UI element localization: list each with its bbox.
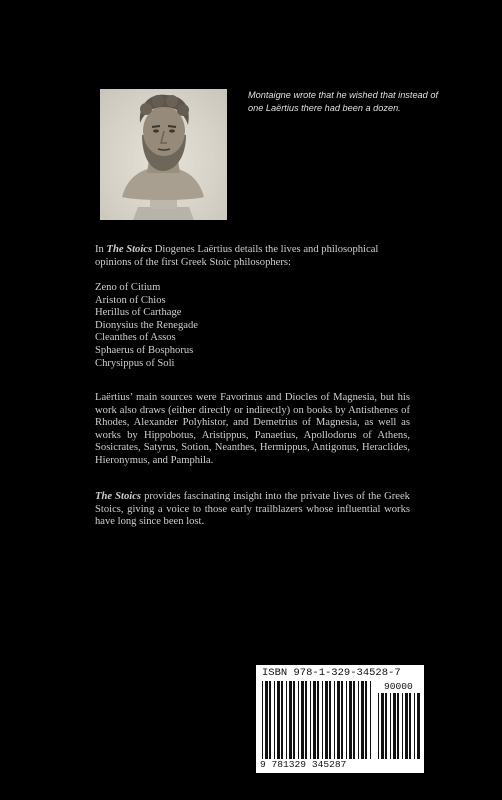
epigraph-quote: Montaigne wrote that he wished that instead of one Laërtius there had been a dozen.	[248, 90, 438, 113]
closing-text: provides fascinating insight into the private lives of the Greek Stoics, giving a voice to those early trailblazers whose influential works have long since been lost.	[95, 491, 410, 528]
barcode-bar	[378, 693, 379, 759]
barcode-bar	[353, 681, 355, 759]
philosopher-item: Chrysippus of Soli	[95, 357, 175, 369]
price-code: 90000	[384, 681, 413, 692]
barcode-bar	[341, 681, 343, 759]
intro-prefix: In	[95, 244, 107, 255]
ean-barcode-bars	[262, 681, 374, 759]
barcode-bar	[286, 681, 287, 759]
closing-paragraph	[95, 491, 410, 529]
barcode-bar	[325, 681, 328, 759]
barcode-bar	[414, 693, 415, 759]
philosopher-list-wrapper	[95, 282, 410, 370]
barcode-bar	[269, 681, 271, 759]
barcode-bar	[289, 681, 292, 759]
philosopher-list	[95, 282, 410, 370]
philosopher-item: Ariston of Chios	[95, 294, 166, 306]
barcode-bar	[274, 681, 275, 759]
isbn-barcode	[256, 665, 424, 773]
barcode-bar	[298, 681, 299, 759]
philosopher-item: Herillus of Carthage	[95, 307, 182, 319]
barcode-bar	[390, 693, 391, 759]
philosopher-item: Cleanthes of Assos	[95, 332, 176, 344]
barcode-bar	[337, 681, 340, 759]
barcode-bar	[361, 681, 364, 759]
barcode-bar	[358, 681, 359, 759]
barcode-bar	[405, 693, 408, 759]
barcode-bar	[397, 693, 399, 759]
barcode-bar	[277, 681, 280, 759]
barcode-bar	[385, 693, 387, 759]
barcode-bar	[393, 693, 396, 759]
barcode-bar	[349, 681, 352, 759]
intro-book-title: The Stoics	[106, 244, 153, 255]
barcode-bar	[262, 681, 263, 759]
barcode-bar	[313, 681, 316, 759]
isbn-label: ISBN 978-1-329-34528-7	[262, 667, 401, 679]
barcode-bar	[417, 693, 420, 759]
barcode-bar	[334, 681, 335, 759]
barcode-bar	[317, 681, 319, 759]
intro-paragraph	[95, 244, 410, 269]
barcode-bar	[329, 681, 331, 759]
barcode-bar	[402, 693, 403, 759]
philosopher-item: Dionysius the Renegade	[95, 319, 198, 331]
barcode-bar	[305, 681, 307, 759]
barcode-bar	[281, 681, 283, 759]
bust-photo	[100, 89, 227, 220]
barcode-bar	[346, 681, 347, 759]
barcode-bar	[370, 681, 371, 759]
sources-paragraph: Laërtius’ main sources were Favorinus and Diocles of Magnesia, but his work also draws (either directly or indirectly) on books by Antisthenes of Rhodes, Alexander Polyhistor, and Demetrius of Magnesia, as well as works by Hippobotus, Aristippus, Panaetius, Apollodorus of Athens, Sosicrates, Satyrus, Sotion, Neanthes, Hermippus, Antigonus, Heraclides, Hieronymus, and Pamphila.	[95, 392, 410, 466]
barcode-bar	[409, 693, 411, 759]
barcode-bar	[293, 681, 295, 759]
barcode-bar	[322, 681, 323, 759]
barcode-bar	[301, 681, 304, 759]
barcode-bar	[265, 681, 268, 759]
barcode-bar	[381, 693, 384, 759]
philosopher-item: Zeno of Citium	[95, 282, 161, 293]
philosopher-item: Sphaerus of Bosphorus	[95, 344, 194, 356]
closing-book-title: The Stoics	[95, 491, 142, 502]
ean-digits: 9 781329 345287	[260, 759, 347, 770]
intro-text: Diogenes Laërtius details the lives and philosophical opinions of the first Greek Stoic philosophers:	[95, 244, 379, 268]
barcode-bar	[365, 681, 367, 759]
barcode-bar	[310, 681, 311, 759]
addon-barcode-bars	[378, 693, 420, 759]
